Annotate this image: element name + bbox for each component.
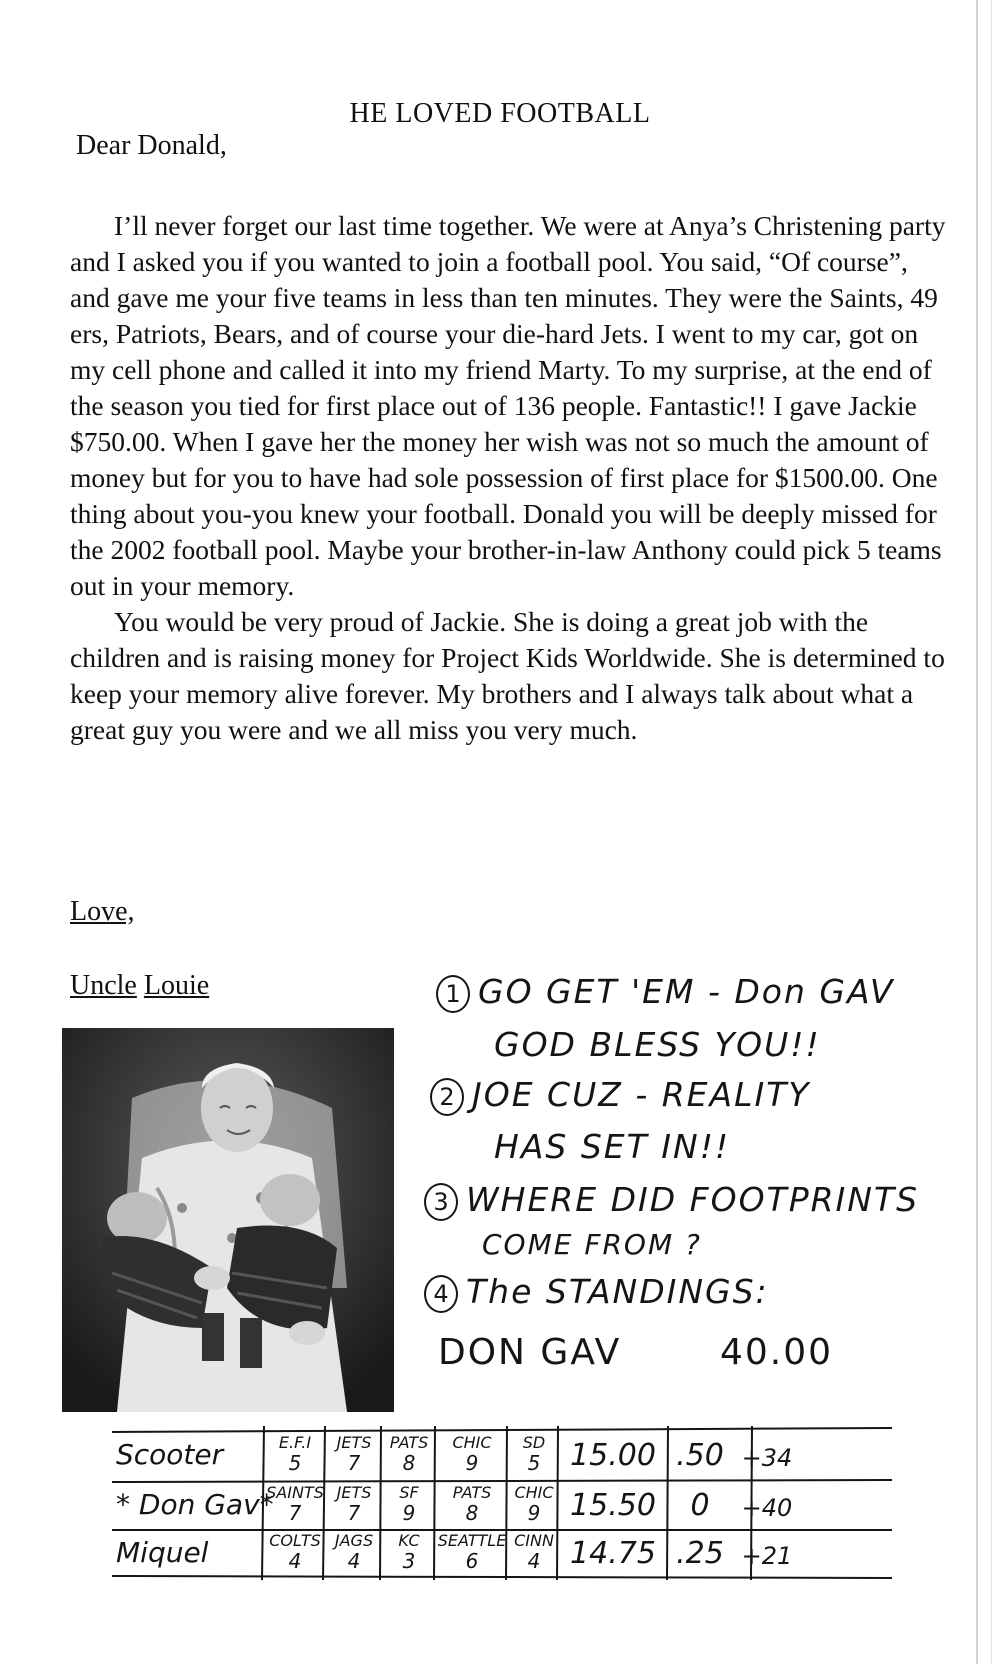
paragraph-1: I’ll never forget our last time together. We were at Anya’s Christening party and I asked you if you wanted to join a football pool. You said, “Of course”, and gave me your five teams in less than ten minutes. They were the Saints, 49 ers, Patriots, Bears, and of course your die-hard Jets. I went to my car, got on my cell phone and called it into my friend Marty. To my surprise, at the end of the season you tied for first place out of 136 people. Fantastic!! I gave Jackie $750.00. When I gave her the money her wish was not so much the amount of money but for you to have had sole possession of first place for $1500.00. One thing about you-you knew your football. Donald you will be deeply missed for the 2002 football pool. Maybe your brother-in-law Anthony could pick 5 teams out in your memory. [70,210,946,601]
pick-points: 5 [527,1451,541,1475]
note-4-number: 4 [424,1275,458,1313]
salutation: Dear Donald, [76,130,227,161]
pick-team: SEATTLE [437,1531,507,1550]
pool-total: +40 [741,1494,793,1522]
pick-team: SF [399,1483,419,1502]
pick-points: 8 [465,1501,479,1525]
pool-amount: 15.00 [570,1438,656,1473]
pool-pick-cell [509,1532,559,1572]
pool-pick-cell [509,1434,559,1474]
pool-pick-cell [266,1434,324,1474]
pick-points: 7 [347,1451,361,1475]
note-3-text: WHERE DID FOOTPRINTS [466,1180,920,1219]
pool-pick-cell [437,1532,507,1572]
pool-pick-cell [327,1484,381,1524]
pool-amount: 14.75 [570,1536,656,1571]
pool-row-name: Scooter [116,1438,224,1471]
pick-team: CHIC [452,1433,492,1452]
pick-points: 9 [465,1451,479,1475]
pool-total: +21 [741,1542,793,1570]
pick-team: JETS [336,1433,372,1452]
pick-points: 8 [402,1451,416,1475]
pick-points: 5 [288,1451,302,1475]
pick-points: 6 [465,1549,479,1573]
standing-value: 40.00 [720,1332,834,1373]
note-1-line-1 [436,972,894,1013]
pick-points: 4 [347,1549,361,1573]
note-2-line-2: HAS SET IN!! [494,1127,731,1166]
pool-difference: 0 [690,1488,710,1523]
note-2-text: JOE CUZ - REALITY [472,1075,811,1114]
pool-pick-cell [383,1434,435,1474]
pick-points: 3 [402,1549,416,1573]
pick-team: SD [522,1433,546,1452]
pool-difference: .50 [676,1438,724,1473]
pick-team: PATS [452,1483,492,1502]
document-title: HE LOVED FOOTBALL [349,98,651,129]
pick-points: 4 [527,1549,541,1573]
pick-points: 4 [288,1549,302,1573]
note-2-line-1 [430,1075,811,1116]
pool-amount: 15.50 [570,1488,656,1523]
note-2-number: 2 [430,1078,464,1116]
standing-name: DON GAV [438,1332,622,1373]
pick-team: CINN [514,1531,554,1550]
pick-points: 7 [347,1501,361,1525]
note-1-text: GO GET 'EM - Don GAV [478,972,895,1011]
pick-points: 7 [288,1501,302,1525]
note-3-line-1 [424,1180,919,1221]
pick-team: E.F.I [278,1433,312,1452]
paragraph-2: You would be very proud of Jackie. She is doing a great job with the children and is raising money for Project Kids Worldwide. She is determined to keep your memory alive forever. My brothers and I always talk about what a great guy you were and we all miss you very much. [70,606,945,745]
pick-team: COLTS [269,1531,321,1550]
pool-pick-cell [383,1484,435,1524]
letter-body [70,208,950,748]
pool-pick-cell [266,1532,324,1572]
pool-pick-cell [266,1484,324,1524]
pick-team: CHIC [514,1483,554,1502]
pool-pick-cell [437,1484,507,1524]
note-4-line-1 [424,1272,769,1313]
pool-row-name: Miquel [116,1536,209,1569]
note-3-line-2: COME FROM ? [482,1228,702,1261]
pool-pick-cell [383,1532,435,1572]
photo-drawing [62,1028,394,1412]
signature-first: Uncle [70,970,137,1001]
pool-pick-cell [509,1484,559,1524]
pick-team: SAINTS [266,1483,324,1502]
signature [70,970,209,1002]
pick-team: PATS [389,1433,429,1452]
closing: Love, [70,896,135,927]
pick-team: JAGS [334,1531,374,1550]
pool-pick-cell [437,1434,507,1474]
pick-team: JETS [336,1483,372,1502]
pool-pick-cell [327,1532,381,1572]
note-1-number: 1 [436,975,470,1013]
pick-points: 9 [527,1501,541,1525]
pool-total: +34 [741,1444,793,1472]
pool-difference: .25 [676,1536,724,1571]
note-1-line-2: GOD BLESS YOU!! [494,1025,821,1064]
pool-pick-cell [327,1434,381,1474]
signature-last: Louie [143,970,210,1001]
pick-team: KC [398,1531,420,1550]
pick-points: 9 [402,1501,416,1525]
page-edge-inner [991,0,992,1664]
pool-table [112,1426,892,1580]
note-4-text: The STANDINGS: [466,1272,769,1311]
page-edge [976,0,978,1664]
family-photo [62,1028,394,1412]
note-3-number: 3 [424,1183,458,1221]
pool-row-name: * Don Gav* [116,1488,274,1521]
